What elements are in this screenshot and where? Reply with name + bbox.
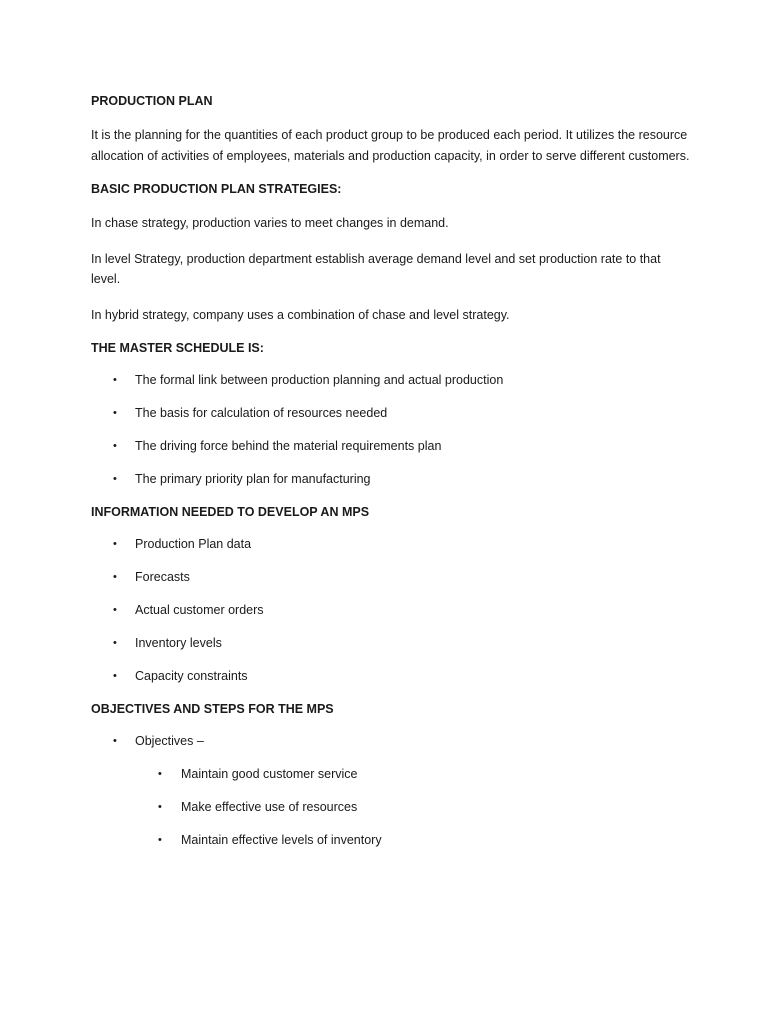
bullet-icon: • <box>113 374 117 386</box>
sub-list-item-text: Make effective use of resources <box>181 800 358 814</box>
list-item-text: Forecasts <box>135 570 190 584</box>
list-item <box>91 536 691 553</box>
level-strategy-paragraph: In level Strategy, production department establish average demand level and set production rate to that level. <box>91 251 661 286</box>
list-item <box>91 372 691 389</box>
list-item-text: Inventory levels <box>135 636 222 650</box>
list-item-text: Capacity constraints <box>135 669 248 683</box>
list-item-text: The primary priority plan for manufacturing <box>135 472 371 486</box>
bullet-icon: • <box>113 538 117 550</box>
master-schedule-list <box>91 372 691 488</box>
bullet-icon: • <box>158 768 162 780</box>
list-item <box>91 635 691 652</box>
list-item <box>91 569 691 586</box>
objectives-list <box>91 733 691 849</box>
list-item-text: Actual customer orders <box>135 603 264 617</box>
information-needed-heading: INFORMATION NEEDED TO DEVELOP AN MPS <box>91 505 370 519</box>
list-item <box>91 668 691 685</box>
intro-paragraph: It is the planning for the quantities of each product group to be produced each period. It utilizes the resource allocation of activities of employees, materials and production capacity, in order to serve different customers. <box>91 128 690 163</box>
list-item-text: The driving force behind the material requirements plan <box>135 439 442 453</box>
bullet-icon: • <box>113 670 117 682</box>
list-item <box>91 471 691 488</box>
bullet-icon: • <box>158 834 162 846</box>
bullet-icon: • <box>113 604 117 616</box>
information-list <box>91 536 691 685</box>
hybrid-strategy-paragraph: In hybrid strategy, company uses a combination of chase and level strategy. <box>91 307 510 322</box>
bullet-icon: • <box>113 637 117 649</box>
strategies-heading: BASIC PRODUCTION PLAN STRATEGIES: <box>91 182 342 196</box>
bullet-icon: • <box>113 440 117 452</box>
master-schedule-heading: THE MASTER SCHEDULE IS: <box>91 341 264 355</box>
sub-list-item <box>91 766 691 783</box>
list-item-text: The formal link between production planning and actual production <box>135 373 504 387</box>
sub-list-item <box>91 832 691 849</box>
list-item <box>91 733 691 849</box>
list-item-text: The basis for calculation of resources needed <box>135 406 388 420</box>
list-item <box>91 438 691 455</box>
sub-list-item-text: Maintain effective levels of inventory <box>181 833 382 847</box>
list-item-text: Production Plan data <box>135 537 252 551</box>
bullet-icon: • <box>113 735 117 747</box>
list-item <box>91 602 691 619</box>
bullet-icon: • <box>113 571 117 583</box>
chase-strategy-paragraph: In chase strategy, production varies to meet changes in demand. <box>91 216 449 230</box>
bullet-icon: • <box>113 407 117 419</box>
objectives-heading: OBJECTIVES AND STEPS FOR THE MPS <box>91 702 334 716</box>
sub-list-item-text: Maintain good customer service <box>181 767 358 781</box>
bullet-icon: • <box>158 801 162 813</box>
production-plan-heading: PRODUCTION PLAN <box>91 94 213 108</box>
document-body <box>91 93 691 865</box>
sub-list-item <box>91 799 691 816</box>
objectives-label: Objectives – <box>135 734 204 748</box>
list-item <box>91 405 691 422</box>
objectives-sublist <box>91 766 691 849</box>
bullet-icon: • <box>113 473 117 485</box>
